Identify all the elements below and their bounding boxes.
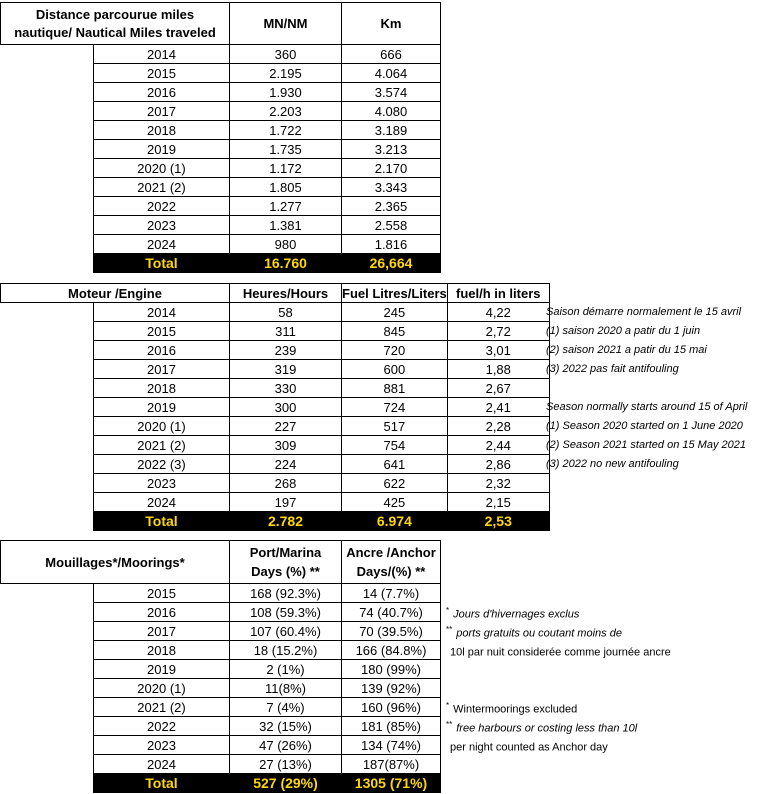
fuel-cell: 245 (342, 303, 448, 322)
nm-cell: 1.722 (230, 121, 342, 140)
year-cell: 2017 (94, 622, 230, 641)
table-row (1, 417, 550, 436)
port-days-cell: 32 (15%) (230, 717, 342, 736)
engine-total-label: Total (94, 512, 230, 531)
hours-cell: 239 (230, 341, 342, 360)
engine-total-per-hour: 2,53 (447, 512, 549, 531)
port-days-cell: 47 (26%) (230, 736, 342, 755)
fuel-cell: 720 (342, 341, 448, 360)
hours-cell: 330 (230, 379, 342, 398)
distance-header-km: Km (342, 3, 441, 45)
year-cell: 2018 (94, 121, 230, 140)
nm-cell: 1.805 (230, 178, 342, 197)
hours-cell: 319 (230, 360, 342, 379)
note-line (446, 639, 671, 658)
table-row (1, 755, 441, 774)
port-days-cell: 11(8%) (230, 679, 342, 698)
year-cell: 2022 (94, 717, 230, 736)
table-row (1, 341, 550, 360)
year-cell: 2024 (94, 235, 230, 254)
moorings-header-label: Mouillages*/Moorings* (1, 541, 230, 584)
year-cell: 2015 (94, 64, 230, 83)
note-text: 10l par nuit considerée comme journée ancre (450, 646, 671, 659)
note-line (446, 658, 671, 677)
year-cell: 2016 (94, 341, 230, 360)
nm-cell: 980 (230, 235, 342, 254)
table-row (1, 178, 441, 197)
year-cell: 2022 (3) (94, 455, 230, 474)
note-line: (1) Season 2020 started on 1 June 2020 (546, 420, 743, 432)
year-cell: 2017 (94, 360, 230, 379)
hours-cell: 300 (230, 398, 342, 417)
year-cell: 2020 (1) (94, 679, 230, 698)
table-row (1, 736, 441, 755)
hours-cell: 309 (230, 436, 342, 455)
moorings-header-anchor (342, 541, 441, 584)
port-days-cell: 2 (1%) (230, 660, 342, 679)
hours-cell: 197 (230, 493, 342, 512)
table-row (1, 493, 550, 512)
anchor-days-cell: 180 (99%) (342, 660, 441, 679)
note-line (446, 734, 671, 753)
fuel-per-hour-cell: 3,01 (447, 341, 549, 360)
note-marker: * (446, 701, 450, 710)
anchor-days-cell: 74 (40.7%) (342, 603, 441, 622)
fuel-cell: 517 (342, 417, 448, 436)
table-row (1, 717, 441, 736)
nm-cell: 1.930 (230, 83, 342, 102)
fuel-cell: 641 (342, 455, 448, 474)
note-line (446, 620, 671, 639)
fuel-per-hour-cell: 2,41 (447, 398, 549, 417)
note-line (446, 601, 671, 620)
table-row (1, 398, 550, 417)
moorings-total-label: Total (94, 774, 230, 793)
table-row (1, 159, 441, 178)
table-row (1, 322, 550, 341)
table-row (1, 660, 441, 679)
table-row (1, 584, 441, 603)
nm-cell: 1.172 (230, 159, 342, 178)
table-row (1, 140, 441, 159)
distance-header-line2: nautique/ Nautical Miles traveled (14, 24, 216, 40)
year-cell: 2023 (94, 736, 230, 755)
moorings-header-port-line2: Days (%) ** (251, 564, 320, 579)
engine-notes (546, 303, 747, 474)
table-row (1, 379, 550, 398)
fuel-cell: 600 (342, 360, 448, 379)
year-cell: 2016 (94, 83, 230, 102)
note-marker: * (446, 606, 450, 615)
hours-cell: 311 (230, 322, 342, 341)
moorings-notes (446, 601, 671, 753)
table-row (1, 235, 441, 254)
hours-cell: 227 (230, 417, 342, 436)
table-row (1, 641, 441, 660)
note-line (446, 715, 671, 734)
km-cell: 3.574 (342, 83, 441, 102)
port-days-cell: 27 (13%) (230, 755, 342, 774)
note-line: Saison démarre normalement le 15 avril (546, 306, 742, 318)
year-cell: 2020 (1) (94, 417, 230, 436)
port-days-cell: 18 (15.2%) (230, 641, 342, 660)
moorings-header-port-line1: Port/Marina (249, 545, 322, 560)
table-row (1, 303, 550, 322)
table-row (1, 360, 550, 379)
hours-cell: 58 (230, 303, 342, 322)
moorings-total-row (1, 774, 441, 793)
distance-total-km: 26,664 (342, 254, 441, 273)
distance-header-line1: Distance parcourue miles (35, 6, 195, 22)
year-cell: 2018 (94, 641, 230, 660)
note-line (446, 696, 671, 715)
table-row (1, 603, 441, 622)
engine-header-per-hour: fuel/h in liters (447, 284, 549, 303)
note-marker: ** (446, 720, 453, 729)
year-cell: 2022 (94, 197, 230, 216)
note-line (446, 677, 671, 696)
year-cell: 2021 (2) (94, 178, 230, 197)
year-cell: 2018 (94, 379, 230, 398)
fuel-per-hour-cell: 4,22 (447, 303, 549, 322)
distance-total-row (1, 254, 441, 273)
note-line (546, 379, 747, 398)
year-cell: 2019 (94, 140, 230, 159)
table-row (1, 622, 441, 641)
nm-cell: 1.277 (230, 197, 342, 216)
moorings-total-port: 527 (29%) (230, 774, 342, 793)
port-days-cell: 107 (60.4%) (230, 622, 342, 641)
table-row (1, 83, 441, 102)
note-text: per night counted as Anchor day (450, 741, 608, 754)
table-row (1, 474, 550, 493)
distance-header-nm: MN/NM (230, 3, 342, 45)
km-cell: 2.558 (342, 216, 441, 235)
note-text: Wintermoorings excluded (453, 703, 578, 716)
hours-cell: 268 (230, 474, 342, 493)
table-row (1, 197, 441, 216)
year-cell: 2016 (94, 603, 230, 622)
fuel-per-hour-cell: 2,72 (447, 322, 549, 341)
fuel-per-hour-cell: 2,44 (447, 436, 549, 455)
table-row (1, 679, 441, 698)
table-row (1, 455, 550, 474)
engine-header-hours: Heures/Hours (230, 284, 342, 303)
fuel-cell: 425 (342, 493, 448, 512)
anchor-days-cell: 14 (7.7%) (342, 584, 441, 603)
year-cell: 2017 (94, 102, 230, 121)
engine-total-fuel: 6.974 (342, 512, 448, 531)
port-days-cell: 7 (4%) (230, 698, 342, 717)
year-cell: 2024 (94, 493, 230, 512)
anchor-days-cell: 134 (74%) (342, 736, 441, 755)
note-line: (1) saison 2020 a patir du 1 juin (546, 325, 701, 337)
note-line: (3) 2022 pas fait antifouling (546, 363, 679, 375)
year-cell: 2024 (94, 755, 230, 774)
year-cell: 2020 (1) (94, 159, 230, 178)
km-cell: 666 (342, 45, 441, 64)
engine-header-label: Moteur /Engine (1, 284, 230, 303)
distance-header-label (1, 3, 230, 45)
table-row (1, 121, 441, 140)
anchor-days-cell: 166 (84.8%) (342, 641, 441, 660)
fuel-cell: 881 (342, 379, 448, 398)
fuel-cell: 754 (342, 436, 448, 455)
nm-cell: 2.195 (230, 64, 342, 83)
fuel-per-hour-cell: 2,67 (447, 379, 549, 398)
year-cell: 2023 (94, 216, 230, 235)
hours-cell: 224 (230, 455, 342, 474)
year-cell: 2014 (94, 45, 230, 64)
fuel-cell: 845 (342, 322, 448, 341)
moorings-header-anchor-line1: Ancre /Anchor (346, 545, 436, 560)
nm-cell: 2.203 (230, 102, 342, 121)
km-cell: 3.213 (342, 140, 441, 159)
engine-total-row (1, 512, 550, 531)
distance-total-nm: 16.760 (230, 254, 342, 273)
fuel-per-hour-cell: 2,28 (447, 417, 549, 436)
table-row (1, 102, 441, 121)
note-marker: ** (446, 625, 453, 634)
fuel-per-hour-cell: 1,88 (447, 360, 549, 379)
engine-total-hours: 2.782 (230, 512, 342, 531)
table-row (1, 216, 441, 235)
note-text: Jours d'hivernages exclus (453, 608, 580, 621)
moorings-header-port (230, 541, 342, 584)
anchor-days-cell: 160 (96%) (342, 698, 441, 717)
year-cell: 2019 (94, 660, 230, 679)
note-text: ports gratuits ou coutant moins de (456, 627, 622, 640)
table-row (1, 436, 550, 455)
engine-header-fuel: Fuel Litres/Liters (342, 285, 447, 301)
fuel-per-hour-cell: 2,32 (447, 474, 549, 493)
year-cell: 2021 (2) (94, 436, 230, 455)
distance-table (0, 2, 441, 273)
nm-cell: 360 (230, 45, 342, 64)
moorings-header-anchor-line2: Days/(%) ** (356, 564, 426, 579)
nm-cell: 1.735 (230, 140, 342, 159)
km-cell: 4.064 (342, 64, 441, 83)
moorings-table (0, 540, 441, 793)
km-cell: 1.816 (342, 235, 441, 254)
year-cell: 2015 (94, 322, 230, 341)
fuel-per-hour-cell: 2,86 (447, 455, 549, 474)
km-cell: 4.080 (342, 102, 441, 121)
year-cell: 2019 (94, 398, 230, 417)
table-row (1, 64, 441, 83)
fuel-cell: 622 (342, 474, 448, 493)
anchor-days-cell: 181 (85%) (342, 717, 441, 736)
anchor-days-cell: 139 (92%) (342, 679, 441, 698)
km-cell: 3.189 (342, 121, 441, 140)
port-days-cell: 168 (92.3%) (230, 584, 342, 603)
note-line: (3) 2022 no new antifouling (546, 458, 679, 470)
port-days-cell: 108 (59.3%) (230, 603, 342, 622)
engine-table (0, 283, 550, 531)
km-cell: 2.170 (342, 159, 441, 178)
anchor-days-cell: 70 (39.5%) (342, 622, 441, 641)
km-cell: 2.365 (342, 197, 441, 216)
anchor-days-cell: 187(87%) (342, 755, 441, 774)
table-row (1, 698, 441, 717)
year-cell: 2014 (94, 303, 230, 322)
note-line: (2) Season 2021 started on 15 May 2021 (546, 439, 746, 451)
moorings-total-anchor: 1305 (71%) (342, 774, 441, 793)
year-cell: 2015 (94, 584, 230, 603)
km-cell: 3.343 (342, 178, 441, 197)
note-line: Season normally starts around 15 of April (546, 401, 748, 413)
year-cell: 2021 (2) (94, 698, 230, 717)
nm-cell: 1.381 (230, 216, 342, 235)
fuel-per-hour-cell: 2,15 (447, 493, 549, 512)
fuel-cell: 724 (342, 398, 448, 417)
year-cell: 2023 (94, 474, 230, 493)
note-text: free harbours or costing less than 10l (456, 722, 638, 735)
note-line: (2) saison 2021 a patir du 15 mai (546, 344, 707, 356)
distance-total-label: Total (94, 254, 230, 273)
table-row (1, 45, 441, 64)
